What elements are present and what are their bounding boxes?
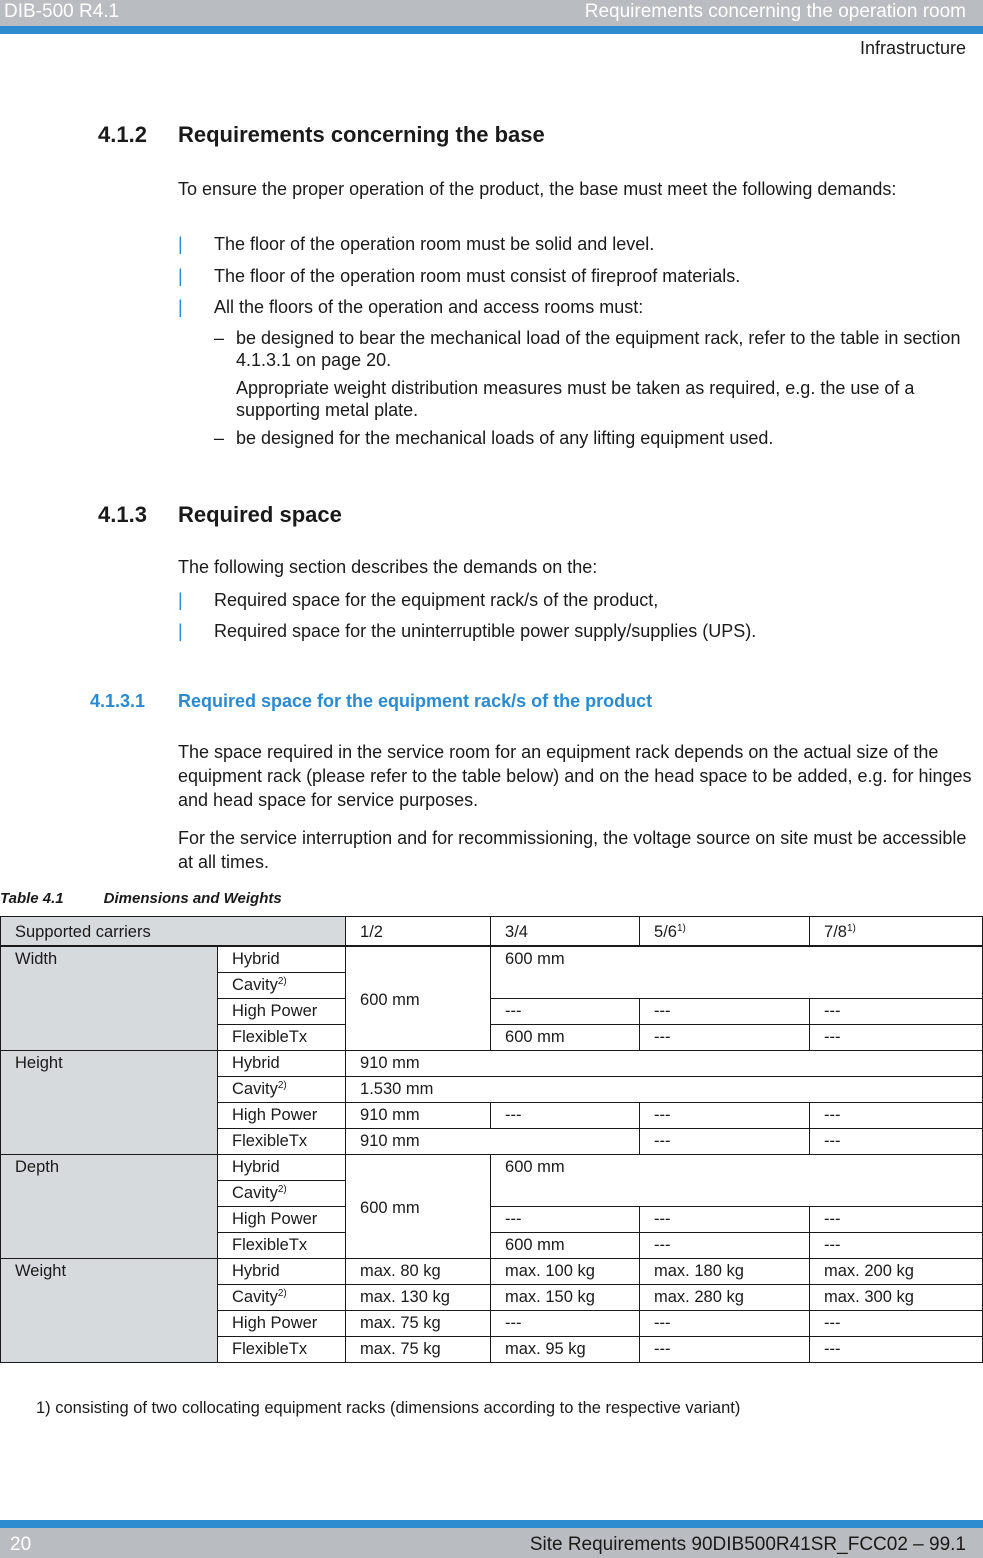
variant-flexibletx: FlexibleTx [218,1337,346,1363]
variant-cavity: Cavity$^{2)}$ [218,973,346,999]
table-cell: 910 mm [346,1129,640,1155]
table-cell: --- [810,1025,983,1051]
table-cell: 600 mm [491,1155,983,1207]
variant-hybrid: Hybrid [218,1259,346,1285]
bullet-text: Required space for the uninterruptible power supply/supplies (UPS). [214,621,757,641]
table-row [1,1259,983,1285]
bullet-text: Required space for the equipment rack/s of the product, [214,590,659,610]
table-cell: --- [810,1337,983,1363]
variant-flexibletx: FlexibleTx [218,1025,346,1051]
bullet-text: The floor of the operation room must be solid and level. [214,234,655,254]
table-row [1,946,983,973]
table-cell: --- [640,1337,810,1363]
dash-marker: – [214,428,225,448]
row-label-depth: Depth [1,1155,218,1259]
table-cell: 910 mm [346,1051,983,1077]
table-cell: --- [810,1311,983,1337]
table-cell: 1.530 mm [346,1077,983,1103]
table-caption-title: Dimensions and Weights [103,890,282,907]
table-cell: --- [810,1233,983,1259]
variant-flexibletx: FlexibleTx [218,1233,346,1259]
variant-high-power: High Power [218,1207,346,1233]
table-cell: 600 mm [491,1025,640,1051]
table-cell: 600 mm [346,946,491,1051]
bullet-marker: | [178,266,183,286]
section-4-1-3-number: 4.1.3 [98,502,147,527]
variant-hybrid: Hybrid [218,946,346,973]
table-cell: --- [810,999,983,1025]
row-label-height: Height [1,1051,218,1155]
table-cell: --- [491,1311,640,1337]
variant-high-power: High Power [218,1103,346,1129]
table-cell: max. 150 kg [491,1285,640,1311]
row-label-weight: Weight [1,1259,218,1363]
table-cell: --- [491,1207,640,1233]
table-cell: --- [640,1311,810,1337]
bullet-marker: | [178,590,183,610]
table-caption [0,890,282,907]
bullet-text: All the floors of the operation and access rooms must: [214,297,644,317]
table-cell: --- [810,1129,983,1155]
table-cell: --- [640,1233,810,1259]
bullet-text: The floor of the operation room must consist of fireproof materials. [214,266,741,286]
page-number: 20 [10,1534,32,1555]
table-header-row [1,917,983,947]
header-carrier-7-8: 7/8$^{1)}$ [810,917,983,947]
table-cell: --- [640,1103,810,1129]
table-cell: --- [640,1129,810,1155]
table-footnote: 1) consisting of two collocating equipment racks (dimensions according to the respective variant) [36,1399,741,1417]
dash-text: be designed to bear the mechanical load of the equipment rack, refer to the table in section 4.1.3.1 on page 20. [236,328,961,370]
dash-text: be designed for the mechanical loads of any lifting equipment used. [236,428,774,448]
variant-cavity: Cavity$^{2)}$ [218,1077,346,1103]
section-4-1-2-intro: To ensure the proper operation of the product, the base must meet the following demands: [178,179,897,199]
variant-hybrid: Hybrid [218,1051,346,1077]
table-caption-number: Table 4.1 [0,890,64,907]
table-cell: max. 280 kg [640,1285,810,1311]
table-cell: 600 mm [346,1155,491,1259]
table-cell: max. 180 kg [640,1259,810,1285]
dimensions-weights-table [0,916,983,1363]
table-cell: --- [491,1103,640,1129]
table-cell: max. 200 kg [810,1259,983,1285]
variant-cavity: Cavity$^{2)}$ [218,1285,346,1311]
table-cell: max. 80 kg [346,1259,491,1285]
dash-marker: – [214,328,225,348]
footer-accent-line [0,1520,983,1528]
table-cell: --- [810,1207,983,1233]
section-4-1-3-1-number: 4.1.3.1 [90,691,146,711]
table-cell: max. 100 kg [491,1259,640,1285]
variant-hybrid: Hybrid [218,1155,346,1181]
bullet-marker: | [178,234,183,254]
table-row [1,1051,983,1077]
document-id: Site Requirements 90DIB500R41SR_FCC02 – 99.1 [529,1534,966,1555]
bullet-marker: | [178,297,183,317]
header-accent-line [0,26,983,34]
table-row [1,1155,983,1181]
variant-flexibletx: FlexibleTx [218,1129,346,1155]
table-cell: --- [491,999,640,1025]
table-cell: 910 mm [346,1103,491,1129]
header-carrier-5-6: 5/6$^{1)}$ [640,917,810,947]
row-label-width: Width [1,946,218,1051]
section-4-1-3-1-paragraph: For the service interruption and for recommissioning, the voltage source on site must be accessible at all times. [178,828,967,872]
table-cell: max. 130 kg [346,1285,491,1311]
table-cell: max. 300 kg [810,1285,983,1311]
header-chapter: Requirements concerning the operation room [584,1,966,22]
section-4-1-3-title: Required space [178,502,342,527]
variant-high-power: High Power [218,1311,346,1337]
table-cell: 600 mm [491,1233,640,1259]
section-4-1-3-1-title: Required space for the equipment rack/s of the product [178,691,653,711]
header-supported-carriers: Supported carriers [1,917,346,947]
table-cell: 600 mm [491,946,983,999]
section-4-1-3-1-paragraph: The space required in the service room for an equipment rack depends on the actual size of the equipment rack (please refer to the table below) and on the head space to be added, e.g. for hinges and head space for service purposes. [178,742,972,810]
table-cell: max. 75 kg [346,1311,491,1337]
table-cell: max. 95 kg [491,1337,640,1363]
table-cell: --- [640,1207,810,1233]
header-product: DIB-500 R4.1 [4,1,120,22]
header-carrier-3-4: 3/4 [491,917,640,947]
table-cell: --- [640,1025,810,1051]
table-cell: --- [810,1103,983,1129]
section-4-1-2-title: Requirements concerning the base [178,122,545,147]
variant-high-power: High Power [218,999,346,1025]
table-cell: --- [640,999,810,1025]
header-carrier-1-2: 1/2 [346,917,491,947]
section-4-1-3-intro: The following section describes the demands on the: [178,557,598,577]
table-cell: max. 75 kg [346,1337,491,1363]
variant-cavity: Cavity$^{2)}$ [218,1181,346,1207]
section-4-1-2-number: 4.1.2 [98,122,147,147]
header-section: Infrastructure [859,38,966,58]
bullet-marker: | [178,621,183,641]
dash-text: Appropriate weight distribution measures must be taken as required, e.g. the use of a supporting metal plate. [236,378,915,420]
